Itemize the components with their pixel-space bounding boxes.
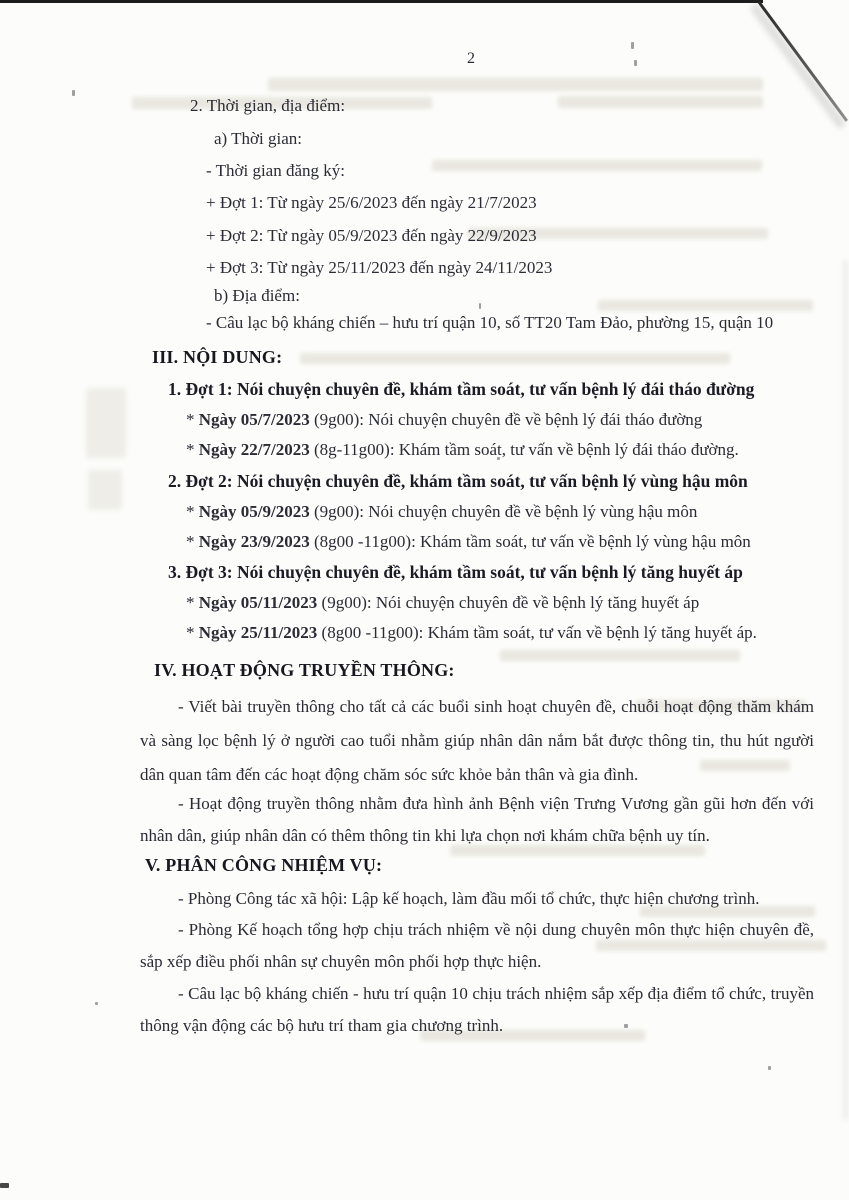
media-paragraph-2: - Hoạt động truyền thông nhằm đưa hình ảnh Bệnh viện Trưng Vương gần gũi hơn đến với nhân dân, giúp nhân dân có thêm thông tin khi lựa chọn nơi khám chữa bệnh uy tín. <box>140 794 814 845</box>
event-date: Ngày 05/7/2023 <box>198 410 310 429</box>
event-line <box>186 502 697 522</box>
bleed-through-artifact <box>558 96 763 108</box>
time-location-heading: 2. Thời gian, địa điểm: <box>190 96 346 115</box>
corner-fold-shadow <box>750 3 846 129</box>
event-date: Ngày 23/9/2023 <box>198 532 310 551</box>
assignment-section-heading: V. PHÂN CÔNG NHIỆM VỤ: <box>145 855 383 875</box>
scan-edge-artifact <box>0 0 763 3</box>
bleed-through-artifact <box>432 160 762 171</box>
bleed-through-artifact <box>500 650 740 661</box>
round-3-title: 3. Đợt 3: Nói chuyện chuyên đề, khám tầm soát, tư vấn bệnh lý tăng huyết áp <box>168 562 743 582</box>
event-text: (9g00): Nói chuyện chuyên đề về bệnh lý tăng huyết áp <box>317 593 700 612</box>
content-section-heading: III. NỘI DUNG: <box>152 347 283 367</box>
event-marker: * <box>186 593 199 612</box>
event-marker: * <box>186 440 199 459</box>
event-line <box>186 623 757 643</box>
event-date: Ngày 05/11/2023 <box>198 593 318 612</box>
event-marker: * <box>186 623 199 642</box>
assignment-paragraph-1: - Phòng Công tác xã hội: Lập kế hoạch, làm đầu mối tổ chức, thực hiện chương trình. <box>178 889 760 908</box>
scan-speckle <box>95 1002 98 1005</box>
bleed-through-artifact <box>268 78 763 91</box>
event-text: (9g00): Nói chuyện chuyên đề về bệnh lý vùng hậu môn <box>309 502 698 521</box>
scan-edge-smear <box>842 260 849 1120</box>
media-section-heading: IV. HOẠT ĐỘNG TRUYỀN THÔNG: <box>154 660 455 680</box>
time-label: a) Thời gian: <box>214 129 302 148</box>
assignment-paragraph-2: - Phòng Kế hoạch tổng hợp chịu trách nhiệm về nội dung chuyên môn thực hiện chuyên đề, sắp xếp điều phối nhân sự chuyên môn phối hợp thực hiện. <box>140 920 814 971</box>
registration-label: - Thời gian đăng ký: <box>206 161 345 180</box>
scan-speckle <box>0 1183 9 1188</box>
venue-line: - Câu lạc bộ kháng chiến – hưu trí quận 10, số TT20 Tam Đảo, phường 15, quận 10 <box>206 313 774 332</box>
bleed-through-artifact <box>88 470 122 510</box>
registration-round-2: + Đợt 2: Từ ngày 05/9/2023 đến ngày 22/9/2023 <box>206 226 537 245</box>
event-text: (8g00 -11g00): Khám tầm soát, tư vấn về bệnh lý tăng huyết áp. <box>317 623 757 642</box>
bleed-through-artifact <box>300 353 730 364</box>
event-date: Ngày 22/7/2023 <box>198 440 310 459</box>
event-marker: * <box>186 410 199 429</box>
event-text: (8g-11g00): Khám tầm soát, tư vấn về bệnh lý đái tháo đường. <box>309 440 739 459</box>
event-line <box>186 410 702 430</box>
scan-speckle <box>634 60 637 66</box>
registration-round-3: + Đợt 3: Từ ngày 25/11/2023 đến ngày 24/11/2023 <box>206 258 553 277</box>
event-date: Ngày 25/11/2023 <box>198 623 318 642</box>
bleed-through-artifact <box>598 300 813 311</box>
event-marker: * <box>186 532 199 551</box>
assignment-paragraph-3: - Câu lạc bộ kháng chiến - hưu trí quận 10 chịu trách nhiệm sắp xếp địa điểm tổ chức, truyền thông vận động các bộ hưu trí tham gia chương trình. <box>140 984 814 1035</box>
scan-speckle <box>631 42 634 49</box>
event-date: Ngày 05/9/2023 <box>198 502 310 521</box>
event-line <box>186 593 699 613</box>
media-paragraph-1: - Viết bài truyền thông cho tất cả các buổi sinh hoạt chuyên đề, chuỗi hoạt động thăm khám và sàng lọc bệnh lý ở người cao tuổi nhằm giúp nhân dân nắm bắt được thông tin, thu hút người dân quan tâm đến các hoạt động chăm sóc sức khỏe bản thân và gia đình. <box>140 697 814 784</box>
registration-round-1: + Đợt 1: Từ ngày 25/6/2023 đến ngày 21/7/2023 <box>206 193 537 212</box>
event-line <box>186 440 739 460</box>
event-marker: * <box>186 502 199 521</box>
page-number: 2 <box>467 50 475 67</box>
corner-fold-line <box>758 1 848 122</box>
event-text: (8g00 -11g00): Khám tầm soát, tư vấn về bệnh lý vùng hậu môn <box>309 532 751 551</box>
scan-speckle <box>479 303 481 309</box>
scan-speckle <box>72 90 75 96</box>
event-line <box>186 532 751 552</box>
bleed-through-artifact <box>86 388 126 458</box>
round-2-title: 2. Đợt 2: Nói chuyện chuyên đề, khám tầm soát, tư vấn bệnh lý vùng hậu môn <box>168 471 748 491</box>
round-1-title: 1. Đợt 1: Nói chuyện chuyên đề, khám tầm soát, tư vấn bệnh lý đái tháo đường <box>168 379 755 399</box>
scan-speckle <box>768 1066 771 1070</box>
event-text: (9g00): Nói chuyện chuyên đề về bệnh lý đái tháo đường <box>309 410 703 429</box>
location-label: b) Địa điểm: <box>214 286 300 305</box>
